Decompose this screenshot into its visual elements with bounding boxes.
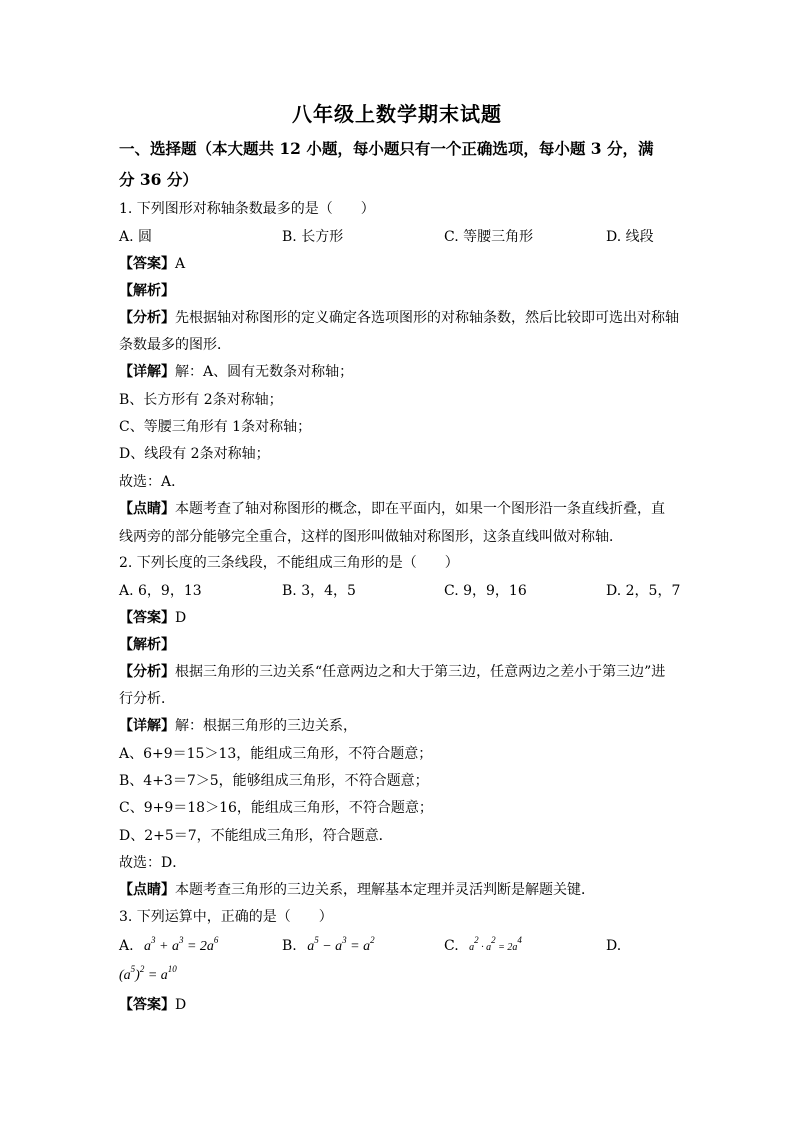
q2-stem: 2. 下列长度的三条线段，不能组成三角形的是（ ）: [119, 555, 459, 571]
q2-dianjing-text-1: 本题考查三角形的三边关系，理解基本定理并灵活判断是解题关键．: [175, 882, 595, 898]
q1-dianjing-line-1: [119, 499, 665, 519]
q3-option-a-label: A.: [119, 938, 134, 954]
q2-option-a: A. 6，9，13: [119, 583, 202, 599]
q3-stem: 3. 下列运算中，正确的是（ ）: [119, 909, 333, 925]
q1-dianjing-line-2: 线两旁的部分能够完全重合，这样的图形叫做轴对称图形，这条直线叫做对称轴．: [119, 529, 623, 545]
q3-option-c: [444, 936, 522, 958]
fenxi-tag: 【分析】: [119, 310, 175, 326]
xiangjie-tag: 【详解】: [119, 364, 175, 380]
q1-fenxi-line-2: 条数最多的图形．: [119, 337, 231, 353]
q1-option-b: B. 长方形: [282, 229, 344, 245]
section-heading-line-1: 一、选择题（本大题共 12 小题，每小题只有一个正确选项，每小题 3 分，满: [119, 139, 654, 158]
answer-tag: 【答案】: [119, 997, 175, 1013]
q3-option-d-label: D.: [606, 938, 622, 954]
q3-option-c-label: C.: [444, 938, 459, 954]
q1-option-d: D. 线段: [606, 229, 654, 245]
q2-answer-line: [119, 608, 186, 628]
q1-answer-line: [119, 254, 185, 274]
fenxi-tag: 【分析】: [119, 664, 175, 680]
q2-option-b: B. 3，4，5: [282, 583, 356, 599]
q2-fenxi-line-2: 行分析．: [119, 691, 175, 707]
q3-option-b: [282, 936, 375, 957]
section-heading-line-2: 分 36 分）: [119, 170, 198, 189]
q1-fenxi-line-1: [119, 308, 679, 328]
q3-answer-line: [119, 995, 186, 1015]
q2-xiangjie-line-3: B、4+3＝7＞5，能够组成三角形，不符合题意；: [119, 773, 429, 789]
q2-guxuan: 故选：D．: [119, 855, 187, 871]
q2-xiangjie-line-4: C、9+9＝18＞16，能组成三角形，不符合题意；: [119, 800, 433, 816]
q1-analysis-tag: 【解析】: [119, 283, 175, 299]
q2-option-d: D. 2，5，7: [606, 583, 681, 599]
q3-answer-value: D: [175, 997, 187, 1013]
xiangjie-tag: 【详解】: [119, 718, 175, 734]
dianjing-tag: 【点睛】: [119, 501, 175, 517]
q1-option-a: A. 圆: [119, 229, 153, 245]
dianjing-tag: 【点睛】: [119, 882, 175, 898]
q1-xiangjie-text-1: 解：A、圆有无数条对称轴；: [175, 364, 354, 380]
q2-fenxi-line-1: [119, 662, 665, 682]
q1-answer-value: A: [175, 256, 186, 272]
q1-dianjing-text-1: 本题考查了轴对称图形的概念，即在平面内，如果一个图形沿一条直线折叠，直: [175, 501, 665, 517]
q2-xiangjie-text-1: 解：根据三角形的三边关系，: [175, 718, 357, 734]
q1-fenxi-text-1: 先根据轴对称图形的定义确定各选项图形的对称轴条数，然后比较即可选出对称轴: [175, 310, 679, 326]
q3-option-d-formula: $(a^5)^2 = a^{10}$: [119, 964, 177, 983]
q3-option-a: [119, 936, 218, 957]
q3-option-c-formula: $a^2 \cdot a^2 = 2a^4$: [469, 935, 522, 953]
q2-dianjing-line-1: [119, 880, 595, 900]
q1-xiangjie-line-4: D、线段有 2条对称轴；: [119, 446, 270, 462]
q2-xiangjie-line-2: A、6+9＝15＞13，能组成三角形，不符合题意；: [119, 746, 433, 762]
q2-answer-value: D: [175, 610, 187, 626]
q1-guxuan: 故选：A．: [119, 474, 186, 490]
q2-analysis-tag: 【解析】: [119, 637, 175, 653]
q1-xiangjie-line-3: C、等腰三角形有 1条对称轴；: [119, 419, 312, 435]
q1-xiangjie-line-1: [119, 362, 353, 382]
q2-xiangjie-line-5: D、2+5＝7，不能组成三角形，符合题意．: [119, 828, 393, 844]
q2-fenxi-text-1: 根据三角形的三边关系“任意两边之和大于第三边，任意两边之差小于第三边”进: [175, 664, 666, 680]
page-title: 八年级上数学期末试题: [292, 102, 502, 126]
q3-option-b-formula: $a^5 - a^3 = a^2$: [307, 935, 375, 954]
q2-xiangjie-line-1: [119, 716, 357, 736]
answer-tag: 【答案】: [119, 610, 175, 626]
q3-option-b-label: B.: [282, 938, 297, 954]
q1-stem: 1. 下列图形对称轴条数最多的是（ ）: [119, 201, 375, 217]
q2-option-c: C. 9，9，16: [444, 583, 527, 599]
q1-xiangjie-line-2: B、长方形有 2条对称轴；: [119, 392, 283, 408]
q1-option-c: C. 等腰三角形: [444, 229, 534, 245]
answer-tag: 【答案】: [119, 256, 175, 272]
q3-option-a-formula: $a^3 + a^3 = 2a^6$: [144, 935, 219, 954]
